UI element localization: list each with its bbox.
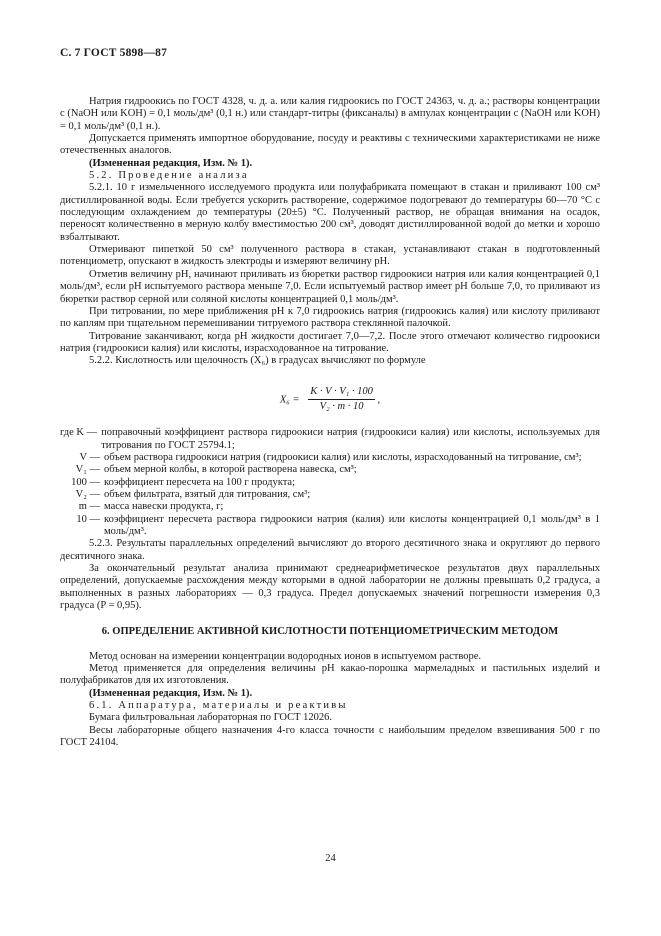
definition-text: масса навески продукта, г; — [104, 501, 224, 513]
paragraph-ph: Отметив величину pH, начинают приливать из бюретки раствор гидроокиси натрия или калия концентрацией 0,1 моль/дм³, если pH испытуемого раствора меньше 7,0. Если испытуемый раствор имеет pH больше 7,0, то приливают из бюретки раствор серной или соляной кислоты концентрацией 0,1 моль/дм³. — [60, 268, 600, 305]
definition-text: коэффициент пересчета на 100 г продукта; — [104, 476, 296, 488]
page-number: 24 — [325, 853, 336, 864]
paragraph-final-result: За окончательный результат анализа принимают среднеарифметическое результатов двух параллельных определений, допускаемые расхождения между которыми в одной лаборатории не должны превышать 0,2 градуса, а выполненных в разных лабораториях — 0,3 градуса. Предел допускаемых значений погрешности измерения 0,3 градуса (P = 0,95). — [60, 563, 600, 612]
definition-row — [60, 501, 600, 513]
definition-symbol: V₁ — — [75, 464, 100, 476]
formula-denominator: V₂ · m · 10 — [319, 400, 364, 412]
paragraph-titration: При титровании, по мере приближения pH к 7,0 гидроокись натрия (гидроокись калия) или кислоту приливают по каплям при тщательном перемешивании титруемого раствора стеклянной палочкой. — [60, 305, 600, 330]
formula — [60, 386, 600, 414]
section-6-heading: 6. ОПРЕДЕЛЕНИЕ АКТИВНОЙ КИСЛОТНОСТИ ПОТЕНЦИОМЕТРИЧЕСКИМ МЕТОДОМ — [101, 626, 559, 638]
definition-row — [60, 464, 600, 476]
paragraph-titration-end: Титрование заканчивают, когда pH жидкости достигает 7,0—7,2. После этого отмечают количество гидроокиси натрия (гидроокиси калия) или кислоты, израсходованное на титрование. — [60, 330, 600, 354]
document-body — [60, 96, 600, 750]
definition-symbol: m — — [78, 501, 100, 513]
definition-row — [60, 477, 600, 489]
formula-numerator: K · V · V₁ · 100 — [308, 386, 375, 400]
definition-symbol: V₂ — — [75, 488, 100, 500]
page-header: С. 7 ГОСТ 5898—87 — [60, 47, 168, 59]
paragraph-filter-paper: Бумага фильтровальная лабораторная по ГОСТ 12026. — [89, 712, 333, 724]
definition-symbol: 100 — — [71, 476, 100, 488]
definition-text: поправочный коэффициент раствора гидроокиси натрия (гидроокиси калия) или кислоты, используемых для титрования по ГОСТ 25794.1; — [101, 427, 600, 451]
formula-definitions — [60, 427, 600, 538]
definition-row — [60, 452, 600, 464]
subsection-5-2-heading: 5.2. Проведение анализа — [89, 170, 249, 182]
edit-note-2: (Измененная редакция, Изм. № 1). — [89, 687, 253, 699]
formula-lhs: X₆ = — [279, 393, 300, 405]
paragraph-5-2-2: 5.2.2. Кислотность или щелочность (X₆) в градусах вычисляют по формуле — [89, 355, 426, 367]
subsection-6-1-heading: 6.1. Аппаратура, материалы и реактивы — [89, 700, 348, 712]
definition-symbol: 10 — — [76, 513, 100, 525]
definition-text: объем раствора гидроокиси натрия (гидроокиси калия) или кислоты, израсходованный на титрование, см³; — [104, 451, 582, 463]
definition-row — [60, 489, 600, 501]
paragraph-import-equipment: Допускается применять импортное оборудование, посуду и реактивы с техническими характеристиками не ниже отечественных аналогов. — [60, 133, 600, 157]
definition-text: объем фильтрата, взятый для титрования, см³; — [104, 488, 311, 500]
paragraph-reagents: Натрия гидроокись по ГОСТ 4328, ч. д. а. или калия гидроокись по ГОСТ 24363, ч. д. а.; растворы концентрации c (NaOH или KOH) = 0,1 моль/дм³ (0,1 н.) или стандарт-титры (фиксаналы) в ампулах концентрации c (NaOH или KOH) = 0,1 моль/дм³ (0,1 н.). — [60, 96, 600, 132]
paragraph-method-scope: Метод применяется для определения величины pH какао-порошка мармеладных и пастильных изделий и полуфабрикатов для их изготовления. — [60, 663, 600, 687]
formula-tail: , — [377, 393, 381, 405]
definition-symbol: V — — [79, 451, 100, 463]
paragraph-5-2-3: 5.2.3. Результаты параллельных определений вычисляют до второго десятичного знака и округляют до первого десятичного знака. — [60, 538, 600, 562]
definition-row — [60, 514, 600, 539]
formula-fraction — [308, 386, 375, 414]
edit-note-1: (Измененная редакция, Изм. № 1). — [89, 157, 253, 169]
paragraph-method-basis: Метод основан на измерении концентрации водородных ионов в испытуемом растворе. — [89, 650, 482, 662]
definition-text: объем мерной колбы, в которой растворена навеска, см³; — [104, 464, 357, 476]
definition-text: коэффициент пересчета раствора гидроокиси натрия (калия) или кислоты концентрацией 0,1 моль/дм³ в 1 моль/дм³. — [104, 513, 600, 537]
definition-row — [60, 427, 600, 452]
definition-symbol: где K — — [60, 427, 98, 439]
paragraph-5-2-1: 5.2.1. 10 г измельченного исследуемого продукта или полуфабриката помещают в стакан и приливают 100 см³ дистиллированной воды. Если требуется ускорить растворение, содержимое подогревают до температуры 60—70 °С с последующим охлаждением до температуры (20±5) °С. Полученный раствор, не обращая внимания на осадок, переносят количественно в мерную колбу вместимостью 200 см³, доводят дистиллированной водой до метки и хорошо взбалтывают. — [60, 182, 600, 243]
paragraph-scales: Весы лабораторные общего назначения 4-го класса точности с наибольшим пределом взвешивания 500 г по ГОСТ 24104. — [60, 724, 600, 749]
paragraph-measure: Отмеривают пипеткой 50 см³ полученного раствора в стакан, устанавливают стакан в подготовленный потенциометр, опускают в жидкость электроды и измеряют величину pH. — [60, 244, 600, 268]
